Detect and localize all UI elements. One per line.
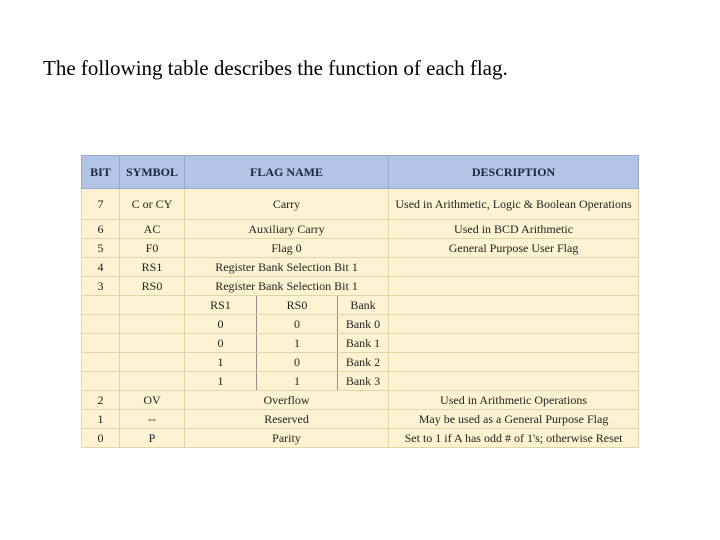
bit-cell: 2 <box>82 391 120 410</box>
table-row <box>82 277 639 296</box>
bank-row <box>82 372 639 391</box>
flag-name-cell: Reserved <box>185 410 389 429</box>
description-cell <box>389 353 639 372</box>
symbol-cell: AC <box>120 220 185 239</box>
bank-name-cell: Bank 2 <box>338 353 389 372</box>
table-row <box>82 220 639 239</box>
bit-cell <box>82 372 120 391</box>
description-cell: Used in Arithmetic, Logic & Boolean Operations <box>389 189 639 220</box>
flag-name-cell: Register Bank Selection Bit 1 <box>185 258 389 277</box>
bank-header-rs0: RS0 <box>257 296 338 315</box>
flag-name-cell: Parity <box>185 429 389 448</box>
symbol-cell: F0 <box>120 239 185 258</box>
bank-row <box>82 315 639 334</box>
bank-header-rs1: RS1 <box>185 296 257 315</box>
symbol-cell: P <box>120 429 185 448</box>
table-row <box>82 189 639 220</box>
bit-cell: 6 <box>82 220 120 239</box>
bit-cell <box>82 334 120 353</box>
bank-header-row <box>82 296 639 315</box>
bank-name-cell: Bank 0 <box>338 315 389 334</box>
description-cell: Used in BCD Arithmetic <box>389 220 639 239</box>
table-header-row <box>82 156 639 189</box>
bank-rs1-cell: 1 <box>185 372 257 391</box>
table-row <box>82 239 639 258</box>
header-symbol: SYMBOL <box>120 156 185 189</box>
bank-rs1-cell: 0 <box>185 334 257 353</box>
bank-name-cell: Bank 3 <box>338 372 389 391</box>
table-row <box>82 429 639 448</box>
table-row <box>82 410 639 429</box>
bank-rs0-cell: 0 <box>257 353 338 372</box>
description-cell <box>389 296 639 315</box>
flag-name-cell: Auxiliary Carry <box>185 220 389 239</box>
table-row <box>82 391 639 410</box>
description-cell: Set to 1 if A has odd # of 1's; otherwise Reset <box>389 429 639 448</box>
flag-name-cell: Register Bank Selection Bit 1 <box>185 277 389 296</box>
flag-name-cell: Overflow <box>185 391 389 410</box>
bit-cell: 3 <box>82 277 120 296</box>
symbol-cell: C or CY <box>120 189 185 220</box>
description-cell <box>389 372 639 391</box>
bank-rs0-cell: 1 <box>257 372 338 391</box>
bank-rs0-cell: 0 <box>257 315 338 334</box>
bank-rs1-cell: 1 <box>185 353 257 372</box>
bit-cell: 1 <box>82 410 120 429</box>
bank-rs1-cell: 0 <box>185 315 257 334</box>
symbol-cell: RS0 <box>120 277 185 296</box>
description-cell <box>389 277 639 296</box>
bit-cell: 4 <box>82 258 120 277</box>
symbol-cell <box>120 296 185 315</box>
description-cell: General Purpose User Flag <box>389 239 639 258</box>
bit-cell <box>82 353 120 372</box>
header-bit: BIT <box>82 156 120 189</box>
symbol-cell: RS1 <box>120 258 185 277</box>
intro-text: The following table describes the function of each flag. <box>43 56 508 80</box>
description-cell: Used in Arithmetic Operations <box>389 391 639 410</box>
flag-name-cell: Flag 0 <box>185 239 389 258</box>
flag-table <box>81 155 639 448</box>
description-cell <box>389 315 639 334</box>
symbol-cell <box>120 334 185 353</box>
description-cell <box>389 334 639 353</box>
description-cell: May be used as a General Purpose Flag <box>389 410 639 429</box>
table-row <box>82 258 639 277</box>
symbol-cell: OV <box>120 391 185 410</box>
bank-name-cell: Bank 1 <box>338 334 389 353</box>
symbol-cell <box>120 353 185 372</box>
bit-cell <box>82 315 120 334</box>
symbol-cell <box>120 315 185 334</box>
symbol-cell: -- <box>120 410 185 429</box>
bit-cell: 7 <box>82 189 120 220</box>
flag-name-cell: Carry <box>185 189 389 220</box>
bank-rs0-cell: 1 <box>257 334 338 353</box>
bank-row <box>82 353 639 372</box>
symbol-cell <box>120 372 185 391</box>
bit-cell: 5 <box>82 239 120 258</box>
description-cell <box>389 258 639 277</box>
header-flag-name: FLAG NAME <box>185 156 389 189</box>
bit-cell <box>82 296 120 315</box>
bank-row <box>82 334 639 353</box>
bank-header-bank: Bank <box>338 296 389 315</box>
header-description: DESCRIPTION <box>389 156 639 189</box>
bit-cell: 0 <box>82 429 120 448</box>
